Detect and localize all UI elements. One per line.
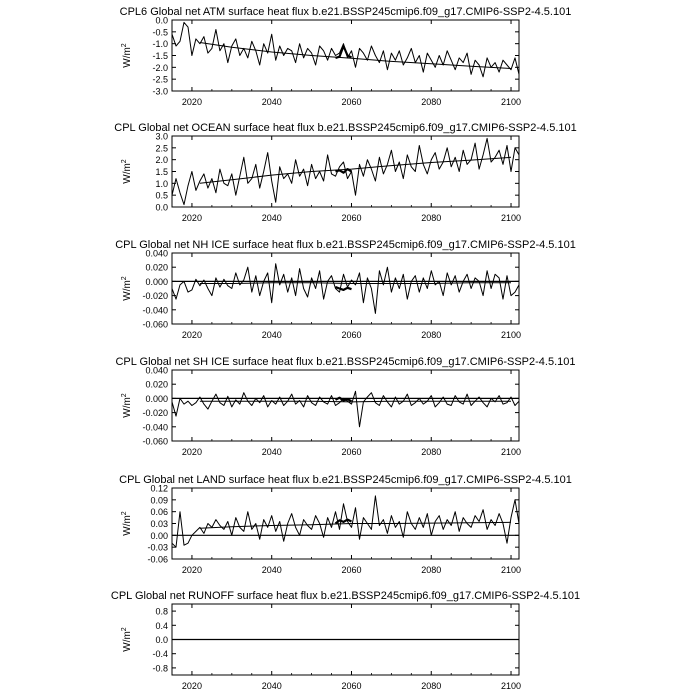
y-tick-label: 0.040 [145,248,168,259]
y-tick-label: -0.8 [152,663,168,674]
y-axis-label-unit: W/m [122,47,133,68]
y-axis-label-unit: W/m [122,631,133,652]
x-tick-label: 2020 [181,330,202,340]
y-tick-label: 0.5 [155,190,168,201]
y-tick-label: 0.020 [145,262,168,273]
x-tick-label: 2080 [421,97,442,107]
chart-title: CPL Global net NH ICE surface heat flux b.e21.BSSP245cmip6.f09_g17.CMIP6-SSP2-4.5.101 [115,239,576,251]
y-tick-label: -0.060 [142,436,168,447]
y-tick-label: 0.09 [150,495,168,506]
y-axis-label-unit: W/m [122,397,133,418]
y-tick-label: 0.000 [145,393,168,404]
x-tick-label: 2080 [421,565,442,575]
x-tick-label: 2060 [341,681,362,691]
y-tick-label: -0.040 [142,422,168,433]
y-tick-label: 0.03 [150,519,168,529]
y-tick-label: -0.020 [142,408,168,419]
y-tick-label: 0.0 [155,15,168,26]
x-tick-label: 2100 [501,681,522,691]
y-tick-label: 2.0 [155,155,168,166]
y-tick-label: 1.5 [155,167,168,177]
x-tick-label: 2060 [341,447,362,457]
y-tick-label: -0.020 [142,291,168,302]
y-tick-label: 2.5 [155,143,168,154]
y-tick-label: -0.5 [152,27,168,38]
x-tick-label: 2060 [341,213,362,223]
y-tick-label: -0.040 [142,305,168,316]
chart-title: CPL Global net RUNOFF surface heat flux b.e21.BSSP245cmip6.f09_g17.CMIP6-SSP2-4.5.101 [110,590,581,602]
y-tick-label: -2.0 [152,62,168,73]
y-tick-label: -0.03 [147,542,168,553]
y-tick-label: 0.4 [155,620,168,631]
x-tick-label: 2040 [261,213,282,223]
y-axis-label-exponent: 2 [121,627,128,632]
x-tick-label: 2080 [421,213,442,223]
y-axis-label-exponent: 2 [121,43,128,48]
y-tick-label: -1.5 [152,51,168,61]
x-tick-label: 2080 [421,330,442,340]
y-tick-label: 0.0 [155,635,168,645]
x-tick-label: 2060 [341,97,362,107]
x-tick-label: 2020 [181,213,202,223]
chart-title: CPL6 Global net ATM surface heat flux b.e21.BSSP245cmip6.f09_g17.CMIP6-SSP2-4.5.101 [119,6,572,18]
y-axis-label-exponent: 2 [121,276,128,281]
y-tick-label: 0.0 [155,202,168,213]
y-tick-label: -0.060 [142,319,168,330]
y-tick-label: 1.0 [155,178,168,189]
y-axis-label-exponent: 2 [121,393,128,398]
y-axis-label-unit: W/m [122,163,133,184]
x-tick-label: 2080 [421,681,442,691]
x-tick-label: 2020 [181,447,202,457]
y-tick-label: -3.0 [152,86,168,97]
y-tick-label: 0.00 [150,530,168,541]
x-tick-label: 2100 [501,447,522,457]
x-tick-label: 2060 [341,565,362,575]
y-tick-label: 0.12 [150,483,168,494]
x-tick-label: 2040 [261,681,282,691]
x-tick-label: 2080 [421,447,442,457]
y-axis-label-unit: W/m [122,515,133,536]
chart-title: CPL Global net SH ICE surface heat flux b.e21.BSSP245cmip6.f09_g17.CMIP6-SSP2-4.5.101 [115,356,576,368]
y-tick-label: 0.06 [150,507,168,518]
y-tick-label: -2.5 [152,74,168,85]
y-tick-label: 0.8 [155,606,168,617]
x-tick-label: 2100 [501,565,522,575]
x-tick-label: 2040 [261,97,282,107]
y-tick-label: 0.000 [145,276,168,287]
y-axis-label-exponent: 2 [121,511,128,516]
x-tick-label: 2060 [341,330,362,340]
x-tick-label: 2020 [181,97,202,107]
x-tick-label: 2040 [261,330,282,340]
y-tick-label: -0.06 [147,554,168,565]
x-tick-label: 2100 [501,97,522,107]
x-tick-label: 2020 [181,565,202,575]
y-tick-label: 0.040 [145,365,168,376]
y-axis-label-exponent: 2 [121,159,128,164]
x-tick-label: 2020 [181,681,202,691]
y-tick-label: -0.4 [152,649,168,660]
x-tick-label: 2100 [501,330,522,340]
chart-title: CPL Global net OCEAN surface heat flux b.e21.BSSP245cmip6.f09_g17.CMIP6-SSP2-4.5.101 [114,122,577,134]
x-tick-label: 2040 [261,447,282,457]
y-tick-label: -1.0 [152,39,168,50]
y-tick-label: 3.0 [155,131,168,142]
y-tick-label: 0.020 [145,379,168,390]
chart-title: CPL Global net LAND surface heat flux b.e21.BSSP245cmip6.f09_g17.CMIP6-SSP2-4.5.101 [119,474,572,486]
y-axis-label-unit: W/m [122,280,133,301]
x-tick-label: 2100 [501,213,522,223]
x-tick-label: 2040 [261,565,282,575]
